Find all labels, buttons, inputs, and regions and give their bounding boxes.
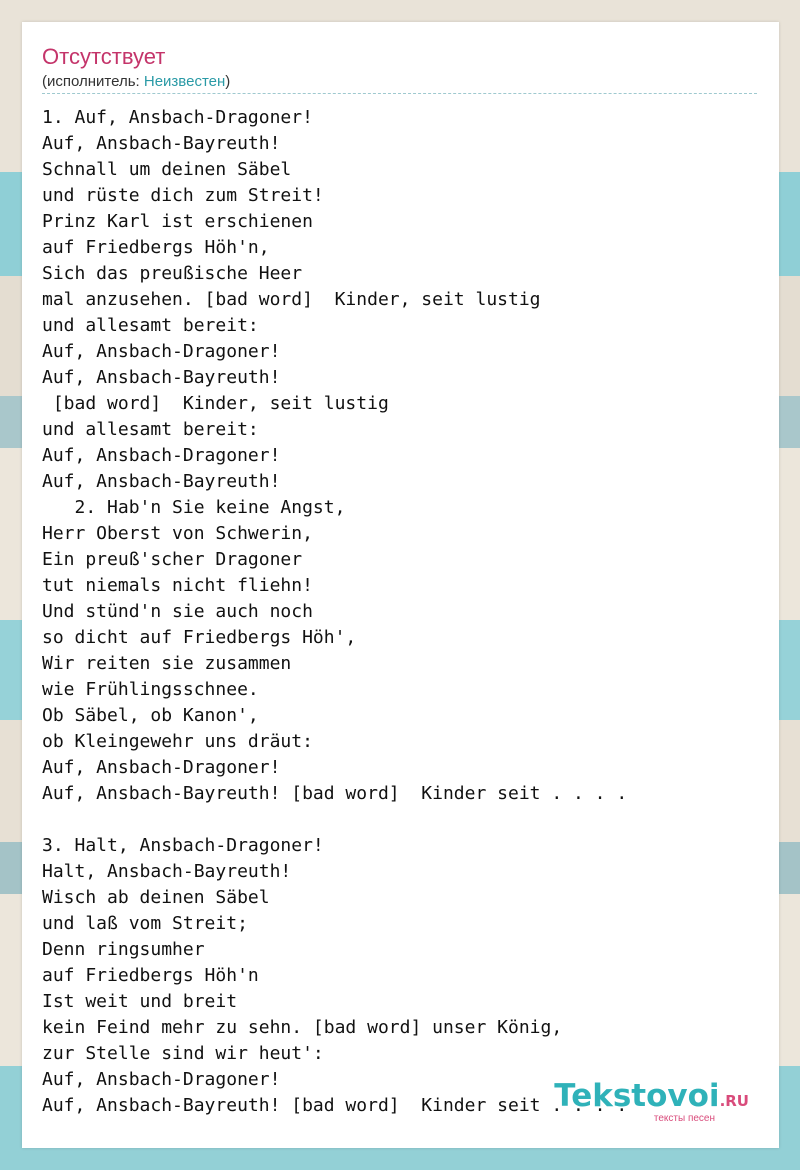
- artist-link[interactable]: Неизвестен: [143, 73, 226, 90]
- logo-tagline: тексты песен: [653, 1113, 715, 1124]
- lyrics-text: 1. Auf, Ansbach-Dragoner! Auf, Ansbach-Bayreuth! Schnall um deinen Säbel und rüste dich zum Streit! Prinz Karl ist erschienen auf Friedbergs Höh'n, Sich das preußische Heer mal anzusehen. [bad word] Kinder, seit lustig und allesamt bereit: Auf, Ansbach-Dragoner! Auf, Ansbach-Bayreuth! [bad word] Kinder, seit lustig und allesamt bereit: Auf, Ansbach-Dragoner! Auf, Ansbach-Bayreuth! 2. Hab'n Sie keine Angst, Herr Oberst von Schwerin, Ein preuß'scher Dragoner tut niemals nicht fliehn! Und stünd'n sie auch noch so dicht auf Friedbergs Höh', Wir reiten sie zusammen wie Frühlingsschnee. Ob Säbel, ob Kanon', ob Kleingewehr uns dräut: Auf, Ansbach-Dragoner! Auf, Ansbach-Bayreuth! [bad word] Kinder seit . . . . 3. Halt, Ansbach-Dragoner! Halt, Ansbach-Bayreuth! Wisch ab deinen Säbel und laß vom Streit; Denn ringsumher auf Friedbergs Höh'n Ist weit und breit kein Feind mehr zu sehn. [bad word] unser König, zur Stelle sind wir heut': Auf, Ansbach-Dragoner! Auf, Ansbach-Bayreuth! [bad word] Kinder seit . . . .: [42, 107, 628, 1116]
- artist-line: [42, 73, 230, 91]
- divider: [42, 93, 757, 94]
- logo-name: Tekstovoi: [554, 1078, 720, 1114]
- site-logo[interactable]: [554, 1080, 749, 1124]
- logo-tld: .RU: [719, 1092, 749, 1110]
- artist-suffix: ): [225, 73, 231, 90]
- song-title: Отсутствует: [42, 44, 166, 69]
- lyrics-sheet: [22, 22, 779, 1148]
- logo-wordmark: [554, 1080, 749, 1117]
- artist-prefix: (исполнитель:: [42, 73, 144, 90]
